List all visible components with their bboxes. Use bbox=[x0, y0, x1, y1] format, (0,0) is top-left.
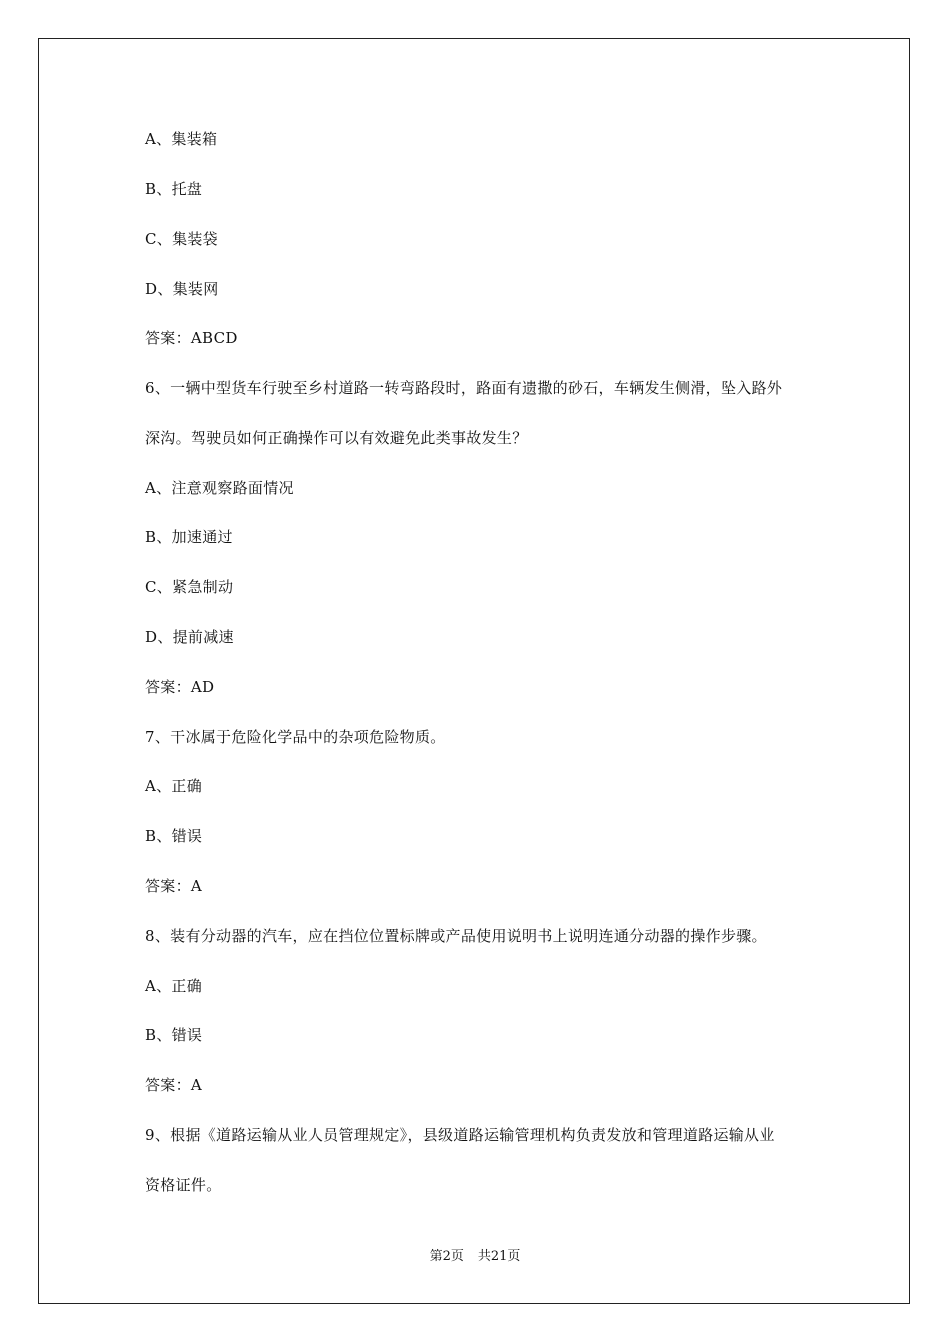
answer-line: 答案：A bbox=[145, 877, 203, 895]
page-border bbox=[38, 38, 910, 1304]
question-line: 7、干冰属于危险化学品中的杂项危险物质。 bbox=[145, 728, 446, 746]
answer-line: 答案：AD bbox=[145, 678, 215, 696]
answer-line: 答案：ABCD bbox=[145, 329, 238, 347]
question-line: 6、一辆中型货车行驶至乡村道路一转弯路段时，路面有遗撒的砂石，车辆发生侧滑，坠入路外 bbox=[145, 379, 783, 397]
option-line: C、集装袋 bbox=[145, 230, 218, 248]
option-line: B、错误 bbox=[145, 1026, 203, 1044]
option-line: B、托盘 bbox=[145, 180, 203, 198]
page-total: 共21页 bbox=[477, 1249, 521, 1264]
question-line: 资格证件。 bbox=[145, 1176, 222, 1194]
option-line: D、集装网 bbox=[145, 280, 219, 298]
option-line: A、正确 bbox=[145, 777, 203, 795]
question-line: 9、根据《道路运输从业人员管理规定》，县级道路运输管理机构负责发放和管理道路运输从业 bbox=[145, 1126, 775, 1144]
page-number: 第2页 bbox=[429, 1249, 464, 1264]
page-footer bbox=[0, 1248, 950, 1266]
option-line: B、加速通过 bbox=[145, 528, 233, 546]
option-line: D、提前减速 bbox=[145, 628, 234, 646]
option-line: A、集装箱 bbox=[145, 130, 218, 148]
option-line: A、正确 bbox=[145, 977, 203, 995]
option-line: B、错误 bbox=[145, 827, 203, 845]
option-line: A、注意观察路面情况 bbox=[145, 479, 294, 497]
option-line: C、紧急制动 bbox=[145, 578, 234, 596]
question-line: 深沟。驾驶员如何正确操作可以有效避免此类事故发生？ bbox=[145, 429, 528, 447]
question-line: 8、装有分动器的汽车，应在挡位位置标牌或产品使用说明书上说明连通分动器的操作步骤。 bbox=[145, 927, 767, 945]
answer-line: 答案：A bbox=[145, 1076, 203, 1094]
